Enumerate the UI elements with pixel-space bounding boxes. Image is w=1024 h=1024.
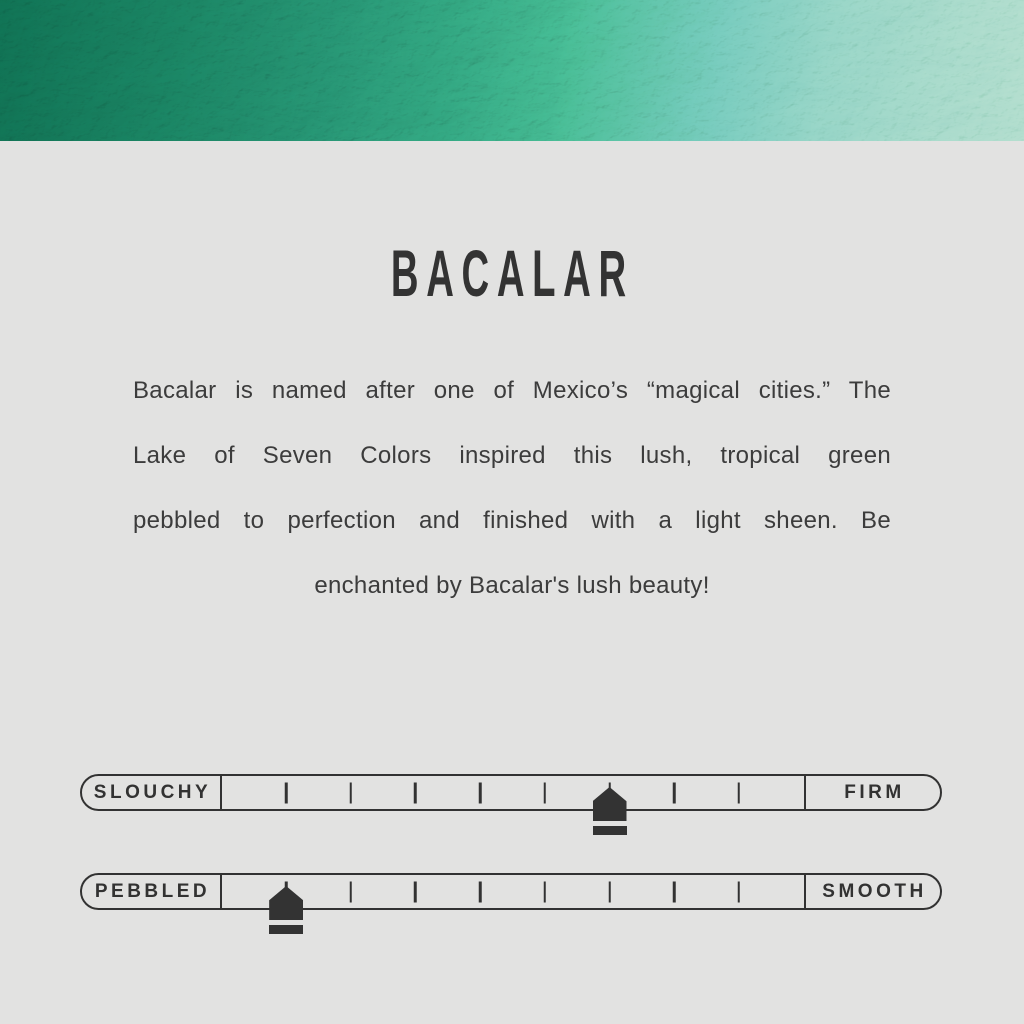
tick-mark xyxy=(608,881,611,902)
scale-left-label-cell xyxy=(82,875,222,908)
tick-mark xyxy=(673,782,676,803)
slouchy-firm-scale xyxy=(80,774,942,811)
product-description xyxy=(133,358,891,618)
scale-right-label-cell xyxy=(804,875,941,908)
scale-left-label-cell xyxy=(82,776,222,809)
tick-mark xyxy=(479,782,482,803)
scale-left-label: PEBBLED xyxy=(94,880,211,902)
description-line: pebbled to perfection and finished with a light sheen. Be xyxy=(133,507,891,534)
page-title: BACALAR xyxy=(390,236,634,310)
pebbled-smooth-scale xyxy=(80,873,942,910)
leather-grain-texture xyxy=(0,0,1024,141)
marker-base-bar xyxy=(269,925,303,934)
description-line: Bacalar is named after one of Mexico’s “magical cities.” The xyxy=(133,377,891,404)
marker-base-bar xyxy=(593,826,627,835)
scale-track xyxy=(222,776,804,809)
scale-right-label: SMOOTH xyxy=(822,880,927,902)
scale-marker[interactable] xyxy=(269,886,303,934)
scale-track xyxy=(222,875,804,908)
tick-mark xyxy=(673,881,676,902)
marker-pointer-icon xyxy=(269,886,303,920)
tick-mark xyxy=(738,782,741,803)
tick-mark xyxy=(738,881,741,902)
tick-mark xyxy=(350,782,353,803)
tick-mark xyxy=(285,782,288,803)
tick-mark xyxy=(414,782,417,803)
tick-mark xyxy=(479,881,482,902)
tick-mark xyxy=(414,881,417,902)
description-line: enchanted by Bacalar's lush beauty! xyxy=(314,572,710,599)
leather-texture-image xyxy=(0,0,1024,141)
title-row xyxy=(0,238,1024,308)
marker-pointer-icon xyxy=(593,787,627,821)
scale-marker[interactable] xyxy=(593,787,627,835)
description-line: Lake of Seven Colors inspired this lush, tropical green xyxy=(133,442,891,469)
tick-mark xyxy=(350,881,353,902)
scale-right-label-cell xyxy=(804,776,941,809)
scale-left-label: SLOUCHY xyxy=(93,781,212,803)
tick-mark xyxy=(544,782,547,803)
tick-mark xyxy=(544,881,547,902)
scale-right-label: FIRM xyxy=(844,781,905,803)
